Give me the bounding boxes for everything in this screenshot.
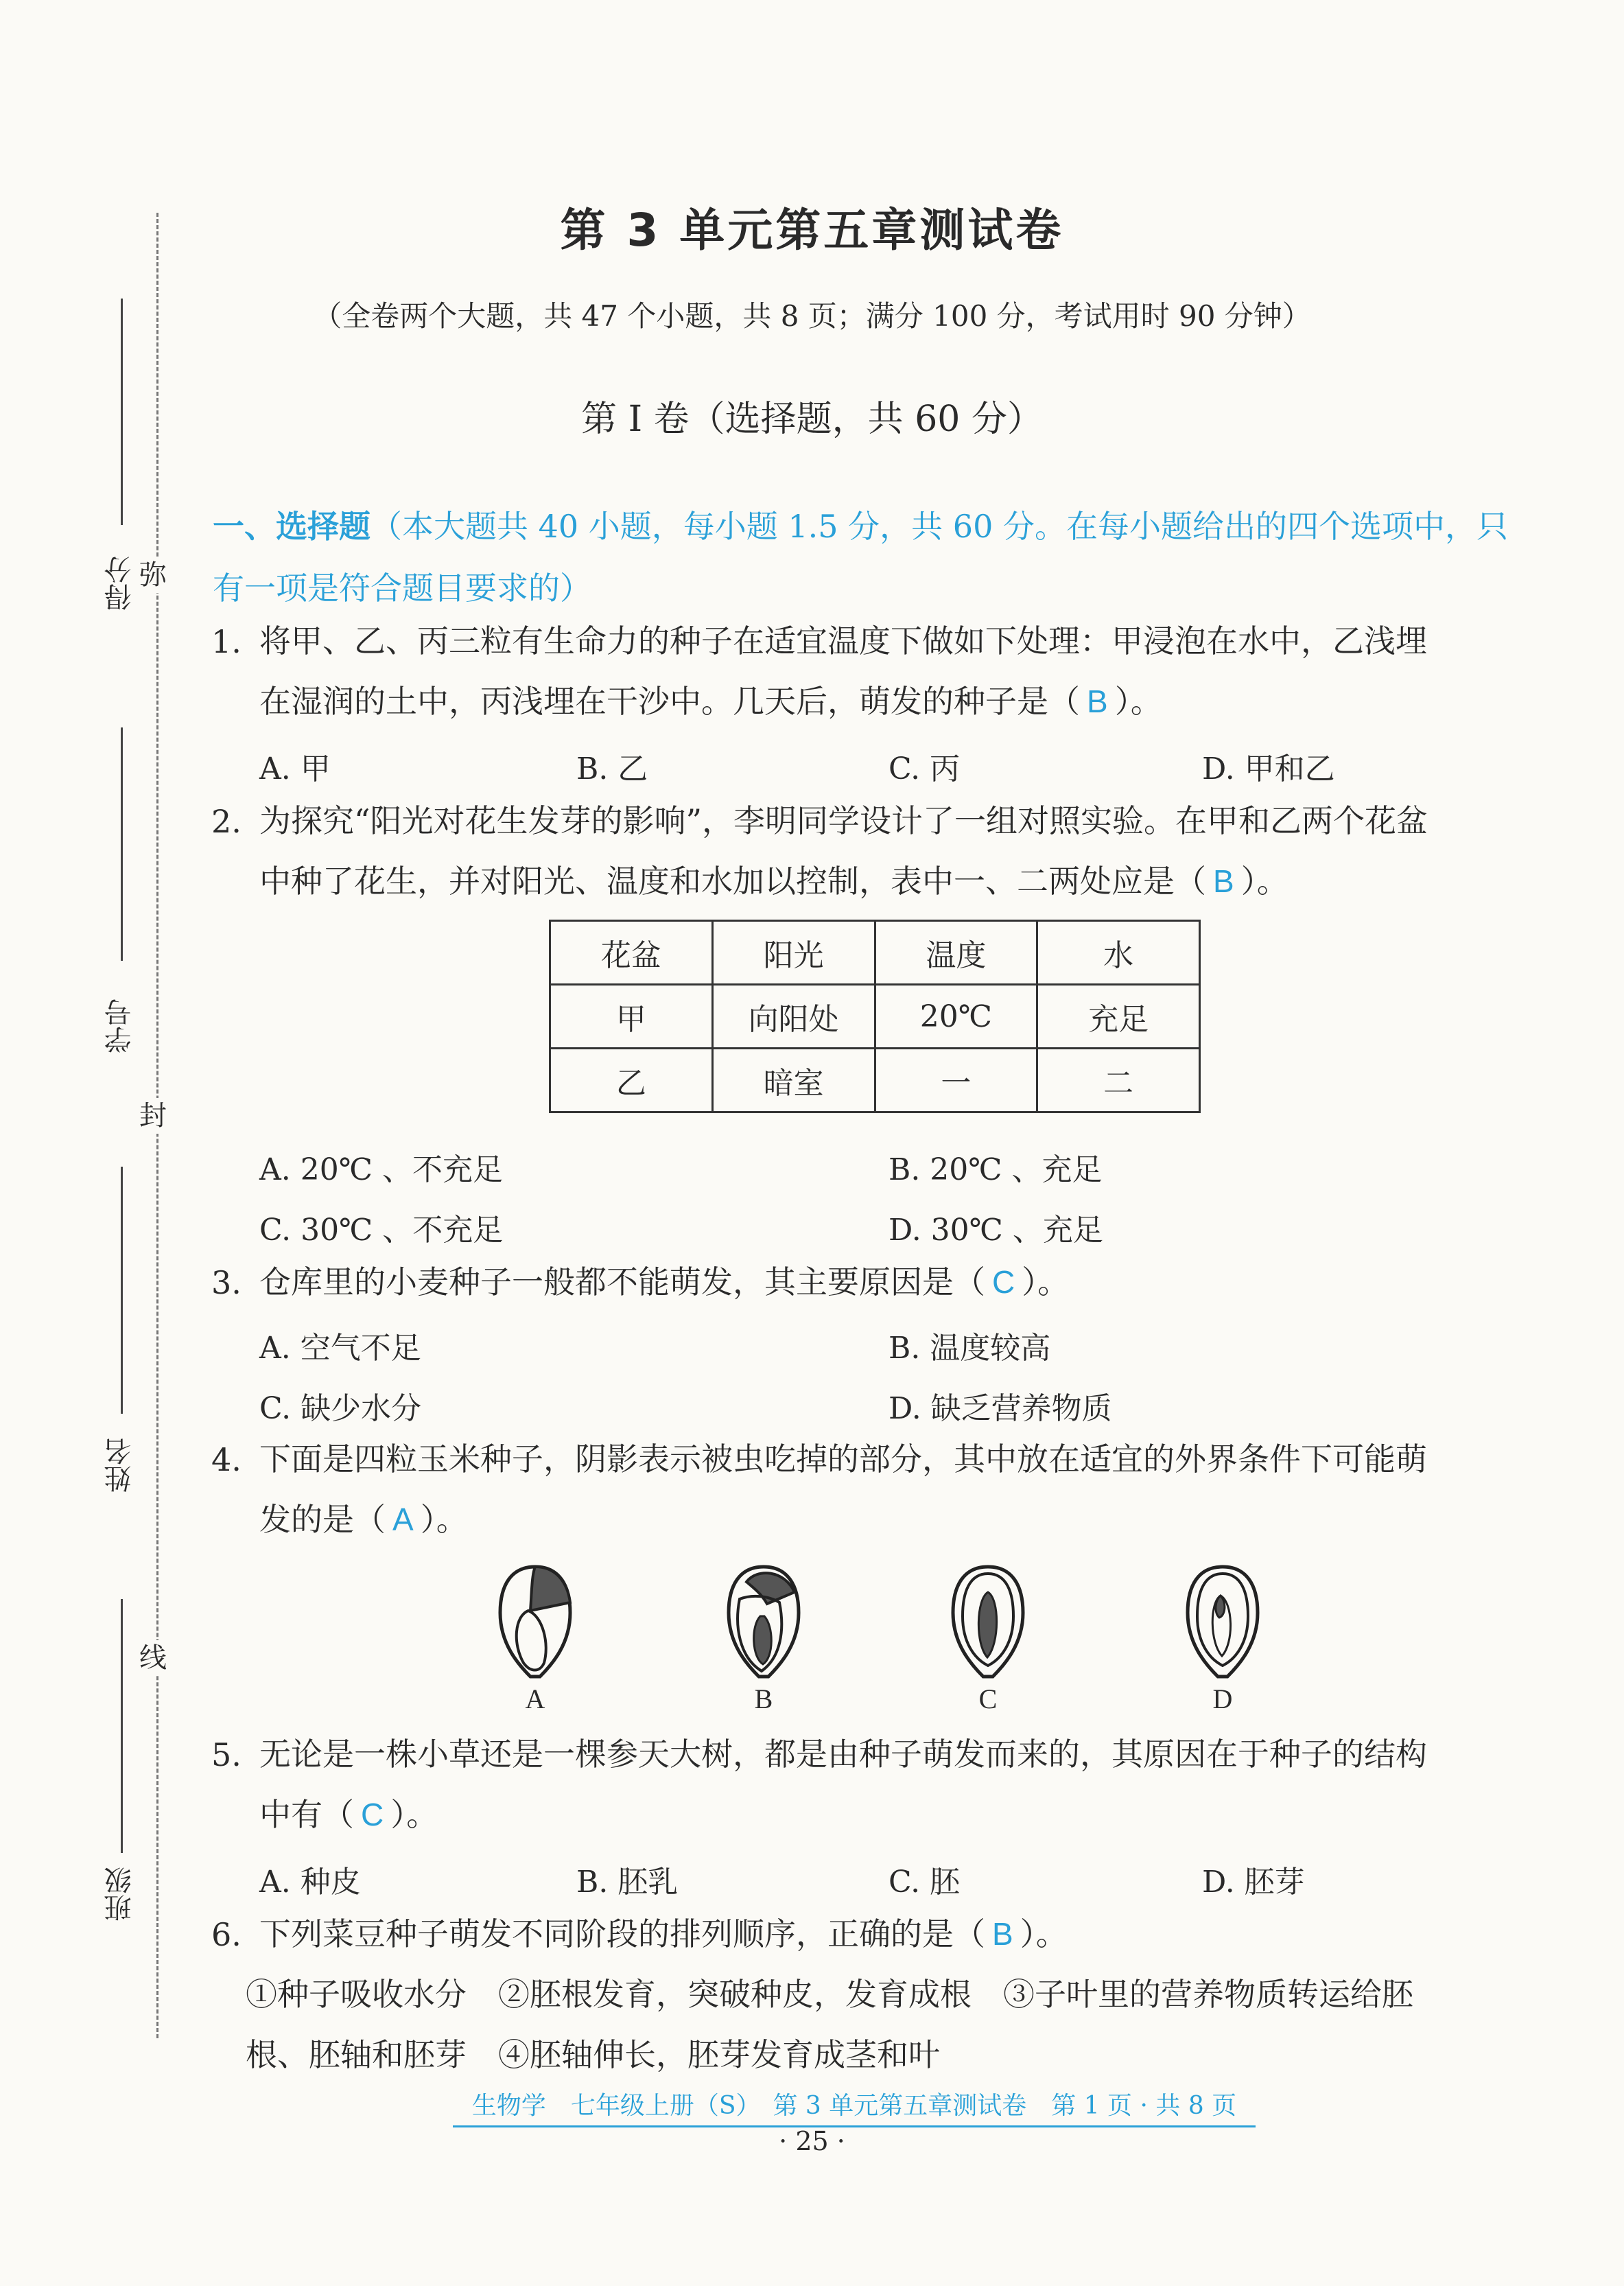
seal-char-xian: 线	[139, 1640, 167, 1676]
q6-line2: ①种子吸收水分 ②胚根发育，突破种皮，发育成根 ③子叶里的营养物质转运给胚	[246, 1976, 1413, 2013]
name-field-line	[121, 1167, 123, 1414]
q1-stem	[259, 611, 1508, 732]
q6-line1: 下列菜豆种子萌发不同阶段的排列顺序，正确的是（ B ）。	[259, 1915, 1068, 1952]
corn-seed-c-image	[943, 1561, 1033, 1681]
student-id-label: 学号	[104, 999, 136, 1053]
section-instruction: （本大题共 40 小题，每小题 1.5 分，共 60 分。在每小题给出的四个选项中，只有一项是符合题目要求的）	[213, 508, 1508, 607]
q4-answer: A	[392, 1502, 414, 1537]
q4-stem	[259, 1429, 1508, 1550]
q2-number: 2.	[211, 803, 242, 840]
q3-option-b: B. 温度较高	[889, 1331, 1051, 1366]
name-label: 姓名	[104, 1438, 136, 1493]
q1-option-b: B. 乙	[576, 751, 648, 786]
q3-line1: 仓库里的小麦种子一般都不能萌发，其主要原因是（ C ）。	[259, 1263, 1070, 1301]
table-header-cell: 水	[1037, 921, 1200, 985]
page-number: · 25 ·	[779, 2126, 845, 2156]
score-label: 得分	[104, 556, 136, 611]
page-title: 第 3 单元第五章测试卷	[560, 204, 1064, 257]
q2-option-c: C. 30℃ 、不充足	[259, 1213, 504, 1248]
q2-line1: 为探究“阳光对花生发芽的影响”，李明同学设计了一组对照实验。在甲和乙两个花盆	[259, 802, 1428, 839]
table-cell: 暗室	[712, 1049, 875, 1112]
q3-answer: C	[992, 1264, 1015, 1300]
q6-line3: 根、胚轴和胚芽 ④胚轴伸长，胚芽发育成茎和叶	[246, 2036, 940, 2073]
q2-option-d: D. 30℃ 、充足	[889, 1213, 1103, 1248]
table-cell: 向阳处	[712, 985, 875, 1049]
table-cell: 乙	[550, 1049, 713, 1112]
table-cell: 充足	[1037, 985, 1200, 1049]
q5-option-b: B. 胚乳	[576, 1865, 679, 1900]
table-cell: 20℃	[875, 985, 1037, 1049]
q5-stem	[259, 1724, 1508, 1845]
table-cell: 一	[875, 1049, 1037, 1112]
corn-seed-a-image	[491, 1561, 580, 1681]
q3-option-d: D. 缺乏营养物质	[889, 1391, 1112, 1426]
q2-option-a: A. 20℃ 、不充足	[259, 1152, 503, 1187]
table-header-cell: 温度	[875, 921, 1037, 985]
section-heading-label: 一、选择题	[213, 508, 370, 545]
experiment-table	[549, 920, 1201, 1113]
q3-option-a: A. 空气不足	[259, 1331, 421, 1366]
q1-line2: 在湿润的土中，丙浅埋在干沙中。几天后，萌发的种子是（ B ）。	[259, 683, 1162, 720]
table-row	[550, 1049, 1200, 1112]
q2-option-b: B. 20℃ 、充足	[889, 1152, 1103, 1187]
class-field-line	[121, 1599, 123, 1853]
seal-char-mi: 弥	[139, 557, 167, 593]
table-header-cell: 阳光	[712, 921, 875, 985]
seed-label-b: B	[754, 1683, 773, 1714]
section-heading	[213, 495, 1516, 619]
q4-line2: 发的是（ A ）。	[259, 1501, 468, 1538]
q1-option-c: C. 丙	[889, 751, 961, 786]
q1-number: 1.	[211, 623, 242, 660]
q3-number: 3.	[211, 1264, 242, 1301]
seed-label-d: D	[1212, 1683, 1233, 1714]
q1-answer: B	[1087, 684, 1108, 719]
q5-line2: 中有（ C ）。	[259, 1796, 438, 1833]
q2-line2: 中种了花生，并对阳光、温度和水加以控制，表中一、二两处应是（ B ）。	[259, 863, 1288, 900]
seed-label-a: A	[525, 1683, 545, 1714]
q3-stem	[259, 1252, 1508, 1312]
q6-stem	[246, 1904, 1508, 2085]
corn-seed-b-image	[719, 1561, 808, 1681]
q6-answer: B	[992, 1916, 1013, 1952]
class-label: 班级	[104, 1867, 136, 1922]
seal-char-feng: 封	[139, 1098, 167, 1134]
page-footer: 生物学 七年级上册（S） 第 3 单元第五章测试卷 第 1 页 · 共 8 页	[453, 2086, 1256, 2127]
q5-number: 5.	[211, 1736, 242, 1773]
q5-option-d: D. 胚芽	[1202, 1865, 1305, 1900]
q1-option-a: A. 甲	[259, 751, 331, 786]
corn-seed-d-image	[1178, 1561, 1267, 1681]
seed-label-c: C	[978, 1683, 998, 1714]
q4-number: 4.	[211, 1441, 242, 1478]
q6-number: 6.	[211, 1916, 242, 1953]
q4-line1: 下面是四粒玉米种子，阴影表示被虫吃掉的部分，其中放在适宜的外界条件下可能萌	[259, 1441, 1427, 1478]
q3-option-c: C. 缺少水分	[259, 1391, 422, 1426]
q5-option-c: C. 胚	[889, 1865, 961, 1900]
student-id-field-line	[121, 727, 123, 961]
part-title: 第 I 卷（选择题，共 60 分）	[581, 399, 1043, 440]
table-cell: 甲	[550, 985, 713, 1049]
q5-line1: 无论是一株小草还是一棵参天大树，都是由种子萌发而来的，其原因在于种子的结构	[259, 1736, 1427, 1773]
table-cell: 二	[1037, 1049, 1200, 1112]
q5-option-a: A. 种皮	[259, 1865, 361, 1900]
q2-stem	[259, 791, 1508, 911]
table-header-row	[550, 921, 1200, 985]
q1-line1: 将甲、乙、丙三粒有生命力的种子在适宜温度下做如下处理：甲浸泡在水中，乙浅埋	[259, 622, 1427, 660]
q1-option-d: D. 甲和乙	[1202, 751, 1335, 786]
table-row	[550, 985, 1200, 1049]
exam-info: （全卷两个大题，共 47 个小题，共 8 页；满分 100 分，考试用时 90 分钟）	[313, 299, 1311, 333]
table-header-cell: 花盆	[550, 921, 713, 985]
q5-answer: C	[361, 1797, 384, 1832]
q2-answer: B	[1213, 863, 1234, 899]
